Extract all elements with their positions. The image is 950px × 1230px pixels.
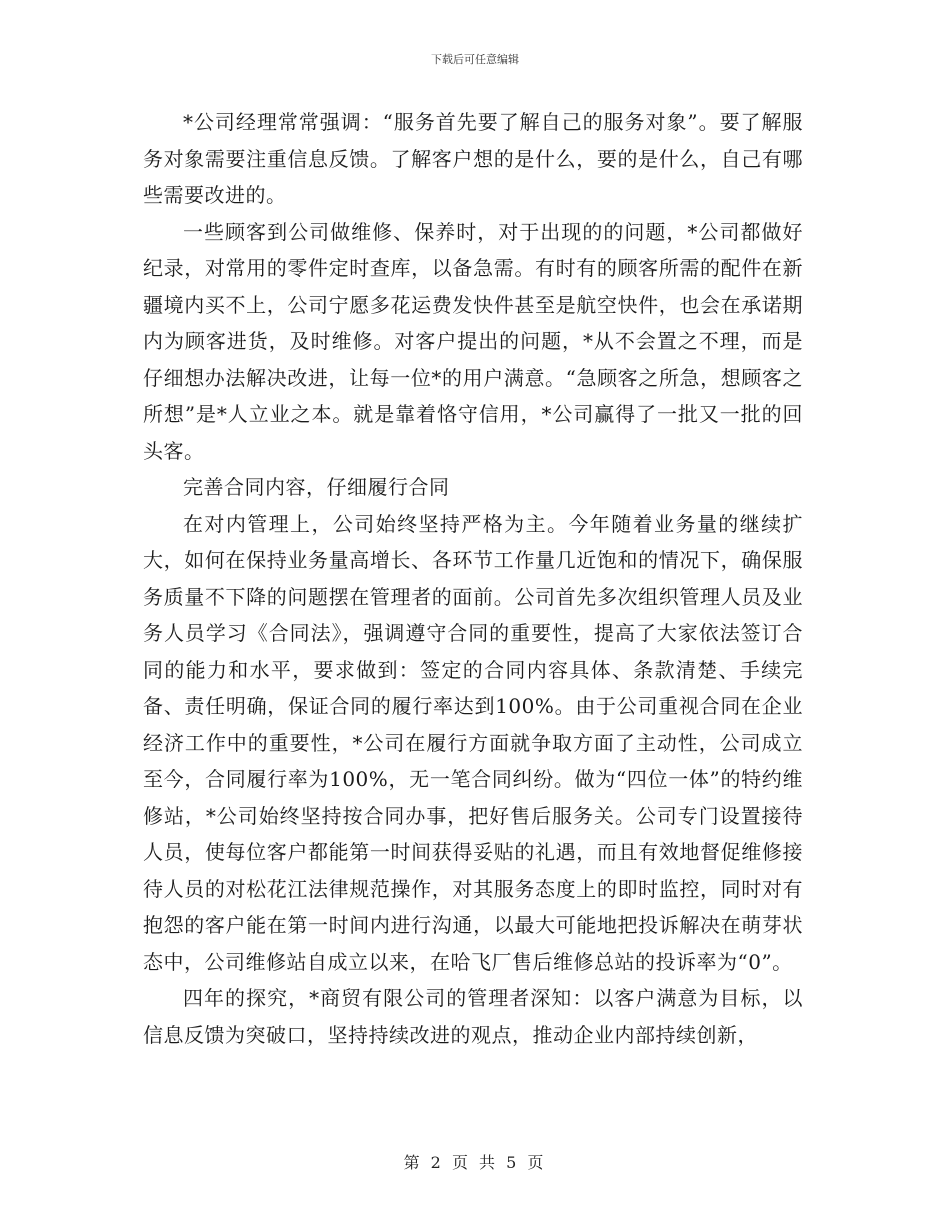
document-body [143,104,803,1053]
paragraph-customer-repair: 一些顾客到公司做维修、保养时，对于出现的的问题，*公司都做好纪录，对常用的零件定时查库，以备急需。有时有的顾客所需的配件在新疆境内买不上，公司宁愿多花运费发快件甚至是航空快件，也会在承诺期内为顾客进货，及时维修。对客户提出的问题，*从不会置之不理，而是仔细想办法解决改进，让每一位*的用户满意。“急顾客之所急，想顾客之所想”是*人立业之本。就是靠着恪守信用，*公司赢得了一批又一批的回头客。 [143,219,803,463]
paragraph-internal-management: 在对内管理上，公司始终坚持严格为主。今年随着业务量的继续扩大，如何在保持业务量高增长、各环节工作量几近饱和的情况下，确保服务质量不下降的问题摆在管理者的面前。公司首先多次组织管理人员及业务人员学习《合同法》，强调遵守合同的重要性，提高了大家依法签订合同的能力和水平，要求做到：签定的合同内容具体、条款清楚、手续完备、责任明确，保证合同的履行率达到100%。由于公司重视合同在企业经济工作中的重要性，*公司在履行方面就争取方面了主动性，公司成立至今，合同履行率为100%，无一笔合同纠纷。做为“四位一体”的特约维修站，*公司始终坚持按合同办事，把好售后服务关。公司专门设置接待人员，使每位客户都能第一时间获得妥贴的礼遇，而且有效地督促维修接待人员的对松花江法律规范操作，对其服务态度上的即时监控，同时对有抱怨的客户能在第一时间内进行沟通，以最大可能地把投诉解决在萌芽状态中，公司维修站自成立以来，在哈飞厂售后维修总站的投诉率为“0”。 [143,511,803,974]
page-header: 下载后可任意编辑 [431,53,519,66]
section-heading-contract: 完善合同内容，仔细履行合同 [183,475,450,499]
paragraph-service-object: *公司经理常常强调：“服务首先要了解自己的服务对象”。要了解服务对象需要注重信息反馈。了解客户想的是什么，要的是什么，自己有哪些需要改进的。 [143,110,803,207]
paragraph-four-years: 四年的探究，*商贸有限公司的管理者深知：以客户满意为目标，以信息反馈为突破口，坚持持续改进的观点，推动企业内部持续创新， [143,986,803,1047]
page-number-footer: 第 2 页 共 5 页 [403,1153,547,1172]
